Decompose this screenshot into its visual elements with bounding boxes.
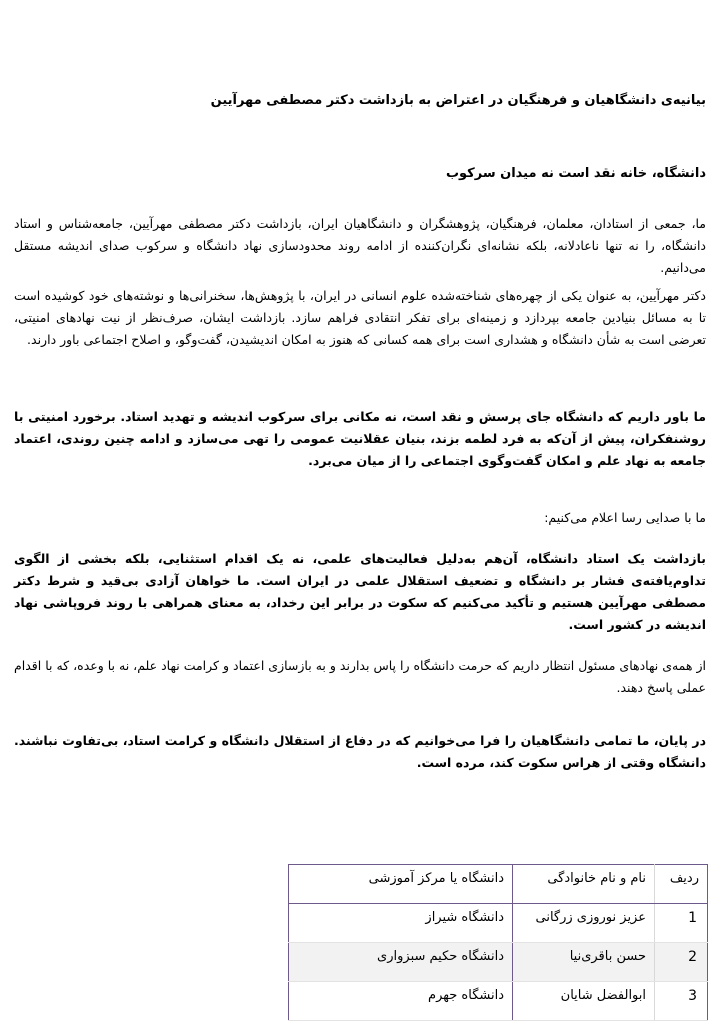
row-name: حسن باقری‌نیا: [513, 943, 655, 982]
table-row: [289, 982, 708, 1021]
table-header-row: [289, 865, 708, 904]
header-index: ردیف: [655, 865, 708, 904]
document-title: بیانیه‌ی دانشگاهیان و فرهنگیان در اعتراض به بازداشت دکتر مصطفی مهرآیین: [210, 93, 706, 108]
document-subtitle: دانشگاه، خانه نقد است نه میدان سرکوب: [445, 166, 706, 181]
paragraph-intro: ما، جمعی از استادان، معلمان، فرهنگیان، پژوهشگران و دانشگاهیان ایران، بازداشت دکتر مصطفی مهرآیین، جامعه‌شناس و استاد دانشگاه، را نه تنها ناعادلانه، بلکه نشانه‌ای نگران‌کننده از ادامه روند محدودسازی نهاد دانشگاه و سرکوب صدای اندیشه مستقل می‌دانیم.: [14, 216, 706, 275]
row-institution: دانشگاه شیراز: [289, 904, 513, 943]
paragraph-belief: ما باور داریم که دانشگاه جای پرسش و نقد است، نه مکانی برای سرکوب اندیشه و تهدید استاد. برخورد امنیتی با روشنفکران، پیش از آن‌که به فرد لطمه بزند، بنیان عقلانیت عمومی را تهی می‌سازد و ادامه چنین روندی، اعتماد جامعه به نهاد علم و امکان گفت‌وگوی اجتماعی را از میان می‌برد.: [14, 409, 706, 468]
table-row: [289, 904, 708, 943]
table-row: [289, 943, 708, 982]
row-index: 3: [655, 982, 708, 1021]
header-name: نام و نام خانوادگی: [513, 865, 655, 904]
paragraph-expectation: از همه‌ی نهادهای مسئول انتظار داریم که حرمت دانشگاه را پاس بدارند و به بازسازی اعتماد و کرامت نهاد علم، نه با وعده، که با اقدام عملی پاسخ دهند.: [14, 658, 706, 695]
row-index: 2: [655, 943, 708, 982]
paragraph-demand: بازداشت یک استاد دانشگاه، آن‌هم به‌دلیل فعالیت‌های علمی، نه یک اقدام استثنایی، بلکه بخشی از الگوی تداوم‌یافته‌ی فشار بر دانشگاه و تضعیف استقلال علمی در ایران است. ما خواهان آزادی بی‌قید و شرط دکتر مصطفی مهرآیین هستیم و تأکید می‌کنیم که سکوت در برابر این رخداد، به معنای همراهی با روند فروپاشی نهاد اندیشه در کشور است.: [14, 551, 706, 632]
row-institution: دانشگاه حکیم سبزواری: [289, 943, 513, 982]
header-institution: دانشگاه یا مرکز آموزشی: [289, 865, 513, 904]
row-name: عزیز نوروزی زرگانی: [513, 904, 655, 943]
row-name: ابوالفضل شایان: [513, 982, 655, 1021]
paragraph-conclusion: در پایان، ما تمامی دانشگاهیان را فرا می‌خوانیم که در دفاع از استقلال دانشگاه و کرامت استاد، بی‌تفاوت نباشند. دانشگاه وقتی از هراس سکوت کند، مرده است.: [14, 733, 706, 770]
signatories-table: [288, 864, 708, 1021]
paragraph-announce: ما با صدایی رسا اعلام می‌کنیم:: [544, 510, 706, 525]
paragraph-about-mehraein: دکتر مهرآیین، به عنوان یکی از چهره‌های شناخته‌شده علوم انسانی در ایران، با پژوهش‌ها، سخنرانی‌ها و نوشته‌های خود کوشیده است تا به مسائل بنیادین جامعه بپردازد و زمینه‌ای برای تفکر انتقادی فراهم سازد. بازداشت ایشان، صرف‌نظر از نیت نهادهای امنیتی، تعرضی است به شأن دانشگاه و هشداری است برای همه کسانی که هنوز به امکان اندیشیدن، گفت‌وگو، و اصلاح اجتماعی باور دارند.: [14, 288, 706, 347]
row-index: 1: [655, 904, 708, 943]
row-institution: دانشگاه جهرم: [289, 982, 513, 1021]
